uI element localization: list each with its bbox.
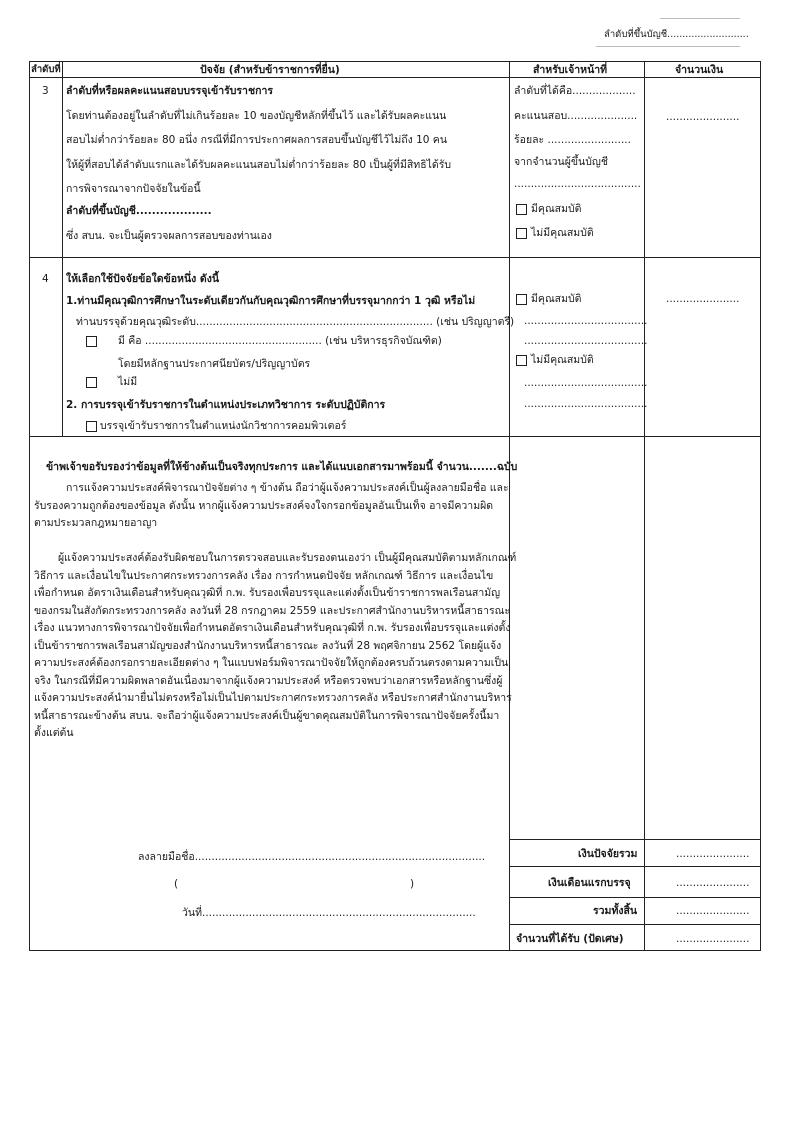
grand-total-field[interactable]: ...................... <box>676 905 750 917</box>
column-header-factor: ปัจจัย (สำหรับข้าราชการที่ยื่น) <box>200 64 340 76</box>
row3-text-line: ให้ผู้ที่สอบได้ลำดับแรกและได้รับผลคะแนนสอบไม่ต่ำกว่าร้อยละ 80 เป็นผู้ที่มีสิทธิได้รับ <box>66 159 452 171</box>
row3-amount-field[interactable]: ...................... <box>666 111 740 123</box>
row4-item1-line1: 1.ท่านมีคุณวุฒิการศึกษาในระดับเดียวกันกับคุณวุฒิการศึกษาที่บรรจุมากกว่า 1 วุฒิ หรือไม่ <box>66 295 476 307</box>
total-factor-field[interactable]: ...................... <box>676 848 750 860</box>
column-header-amount: จำนวนเงิน <box>675 64 724 76</box>
row4-officer-field[interactable]: ..................................... <box>524 398 648 410</box>
row4-none-checkbox[interactable] <box>86 377 97 388</box>
row4-none-label: ไม่มี <box>118 376 138 388</box>
row4-item1-line2[interactable]: ท่านบรรจุด้วยคุณวุฒิระดับ....................................................................... (เช่น ปริญญาตรี) <box>76 316 515 328</box>
received-label: จำนวนที่ได้รับ (ปัดเศษ) <box>516 933 624 945</box>
declaration-heading: ข้าพเจ้าขอรับรองว่าข้อมูลที่ให้ข้างต้นเป็นจริงทุกประการ และได้แนบเอกสารมาพร้อมนี้ จำนวน.......ฉบับ <box>46 461 518 473</box>
grand-total-label: รวมทั้งสิ้น <box>593 905 638 917</box>
declaration-para1: การแจ้งความประสงค์พิจารณาปัจจัยต่าง ๆ ข้างต้น ถือว่าผู้แจ้งความประสงค์เป็นผู้ลงลายมือชื่อ และ รับรองความถูกต้องของข้อมูล ดังนั้น หากผู้แจ้งความประสงค์จงใจกรอกข้อมูลอันเป็นเท็จ อาจมีความผิด ตามประมวลกฎหมายอาญา <box>34 482 509 529</box>
row4-item2: 2. การบรรจุเข้ารับราชการในตำแหน่งประเภทวิชาการ ระดับปฏิบัติการ <box>66 399 386 411</box>
row3-qualified-label: มีคุณสมบัติ <box>531 203 582 215</box>
row4-not-qualified-label: ไม่มีคุณสมบัติ <box>531 354 594 366</box>
officer-total-field[interactable]: ...................................... <box>514 178 641 190</box>
row4-item2-option: บรรจุเข้ารับราชการในตำแหน่งนักวิชาการคอมพิวเตอร์ <box>100 420 347 432</box>
name-open-paren: ( <box>174 878 179 890</box>
declaration-para2: ผู้แจ้งความประสงค์ต้องรับผิดชอบในการตรวจสอบและรับรองตนเองว่า เป็นผู้มีคุณสมบัติตามหลักเกณฑ์ วิธีการ และเงื่อนไขในประกาศกระทรวงการคลัง เรื่อง การกำหนดปัจจัย หลักเกณฑ์ วิธีการ และเงื่อนไข เพื่อกำหนด อัตราเงินเดือนสำหรับคุณวุฒิที่ ก.พ. รับรองเพื่อบรรจุและแต่งตั้งเป็นข้าราชการพลเรือนสามัญ ของกรมในสังกัดกระทรวงการคลัง ลงวันที่ 28 กรกฎาคม 2559 และประกาศสำนักงานบริหารหนี้สาธารณะ เรื่อง แนวทางการพิจารณาปัจจัยเพื่อกำหนดอัตราเงินเดือนสำหรับคุณวุฒิที่ ก.พ. รับรองเพื่อบรรจุและแต่งตั้ง เป็นข้าราชการพลเรือนสามัญของสำนักงานบริหารหนี้สาธารณะ ลงวันที่ 28 พฤศจิกายน 2562 โดยผู้แจ้ง ความประสงค์ต้องกรอกรายละเอียดต่าง ๆ ในแบบฟอร์มพิจารณาปัจจัยให้ถูกต้องครบถ้วนตรงตามความเป็น จริง ในกรณีที่มีความผิดพลาดอันเนื่องมาจากผู้แจ้งความประสงค์ หรือตรวจพบว่าเอกสารหรือหลักฐานซึ่งผู้ แจ้งความประสงค์นำมายื่นไม่ตรงหรือไม่เป็นไปตามประกาศกระทรวงการคลัง หรือประกาศสำนักงานบริหาร หนี้สาธารณะข้างต้น สบน. จะถือว่าผู้แจ้งความประสงค์เป็นผู้ขาดคุณสมบัติในการพิจารณาปัจจัยครั้งนี้มา ตั้งแต่ต้น <box>34 552 517 739</box>
row4-amount-field[interactable]: ...................... <box>666 293 740 305</box>
row4-officer-field[interactable]: ..................................... <box>524 335 648 347</box>
row4-title: ให้เลือกใช้ปัจจัยข้อใดข้อหนึ่ง ดังนี้ <box>66 273 220 285</box>
row4-has-checkbox[interactable] <box>86 336 97 347</box>
row4-officer-field[interactable]: ..................................... <box>524 377 648 389</box>
row4-qualified-label: มีคุณสมบัติ <box>531 293 582 305</box>
row3-not-qualified-label: ไม่มีคุณสมบัติ <box>531 227 594 239</box>
officer-score-field[interactable]: คะแนนสอบ..................... <box>514 110 638 122</box>
first-salary-label: เงินเดือนแรกบรรจุ <box>548 877 631 889</box>
date-field[interactable]: วันที่.................................................................................. <box>182 907 476 919</box>
row3-text-line: โดยท่านต้องอยู่ในลำดับที่ไม่เกินร้อยละ 10 ของบัญชีหลักที่ขึ้นไว้ และได้รับผลคะแนน <box>66 110 447 122</box>
name-close-paren: ) <box>410 878 415 890</box>
column-header-officer: สำหรับเจ้าหน้าที่ <box>533 64 608 76</box>
row3-text-line: การพิจารณาจากปัจจัยในข้อนี้ <box>66 183 201 195</box>
row4-item2-checkbox[interactable] <box>86 421 97 432</box>
serial-number-label: ลำดับที่ขึ้นบัญชี........................... <box>604 29 749 40</box>
officer-percent-field[interactable]: ร้อยละ ......................... <box>514 134 631 146</box>
row-number: 4 <box>42 273 49 285</box>
row4-has-note: โดยมีหลักฐานประกาศนียบัตร/ปริญญาบัตร <box>118 358 311 370</box>
first-salary-field[interactable]: ...................... <box>676 877 750 889</box>
officer-total-label: จากจำนวนผู้ขึ้นบัญชี <box>514 156 608 168</box>
row4-qualified-checkbox[interactable] <box>516 294 527 305</box>
row4-not-qualified-checkbox[interactable] <box>516 355 527 366</box>
total-factor-label: เงินปัจจัยรวม <box>578 848 638 860</box>
received-field[interactable]: ...................... <box>676 933 750 945</box>
row3-serial-field[interactable]: ลำดับที่ขึ้นบัญชี................... <box>66 205 212 217</box>
row3-note: ซึ่ง สบน. จะเป็นผู้ตรวจผลการสอบของท่านเอง <box>66 230 272 242</box>
row3-not-qualified-checkbox[interactable] <box>516 228 527 239</box>
row3-title: ลำดับที่หรือผลคะแนนสอบบรรจุเข้ารับราชการ <box>66 85 273 97</box>
row3-qualified-checkbox[interactable] <box>516 204 527 215</box>
officer-rank-field[interactable]: ลำดับที่ได้คือ................... <box>514 85 636 97</box>
column-header-number: ลำดับที่ <box>31 64 61 75</box>
signature-field[interactable]: ลงลายมือชื่อ....................................................................................... <box>138 851 486 863</box>
row3-text-line: สอบไม่ต่ำกว่าร้อยละ 80 อนึ่ง กรณีที่มีการประกาศผลการสอบขึ้นบัญชีไว้ไม่ถึง 10 คน <box>66 134 447 146</box>
row-number: 3 <box>42 85 49 97</box>
row4-officer-field[interactable]: ..................................... <box>524 315 648 327</box>
row4-has-option[interactable]: มี คือ ..................................................... (เช่น บริหารธุรกิจบัณฑิต) <box>118 335 442 347</box>
